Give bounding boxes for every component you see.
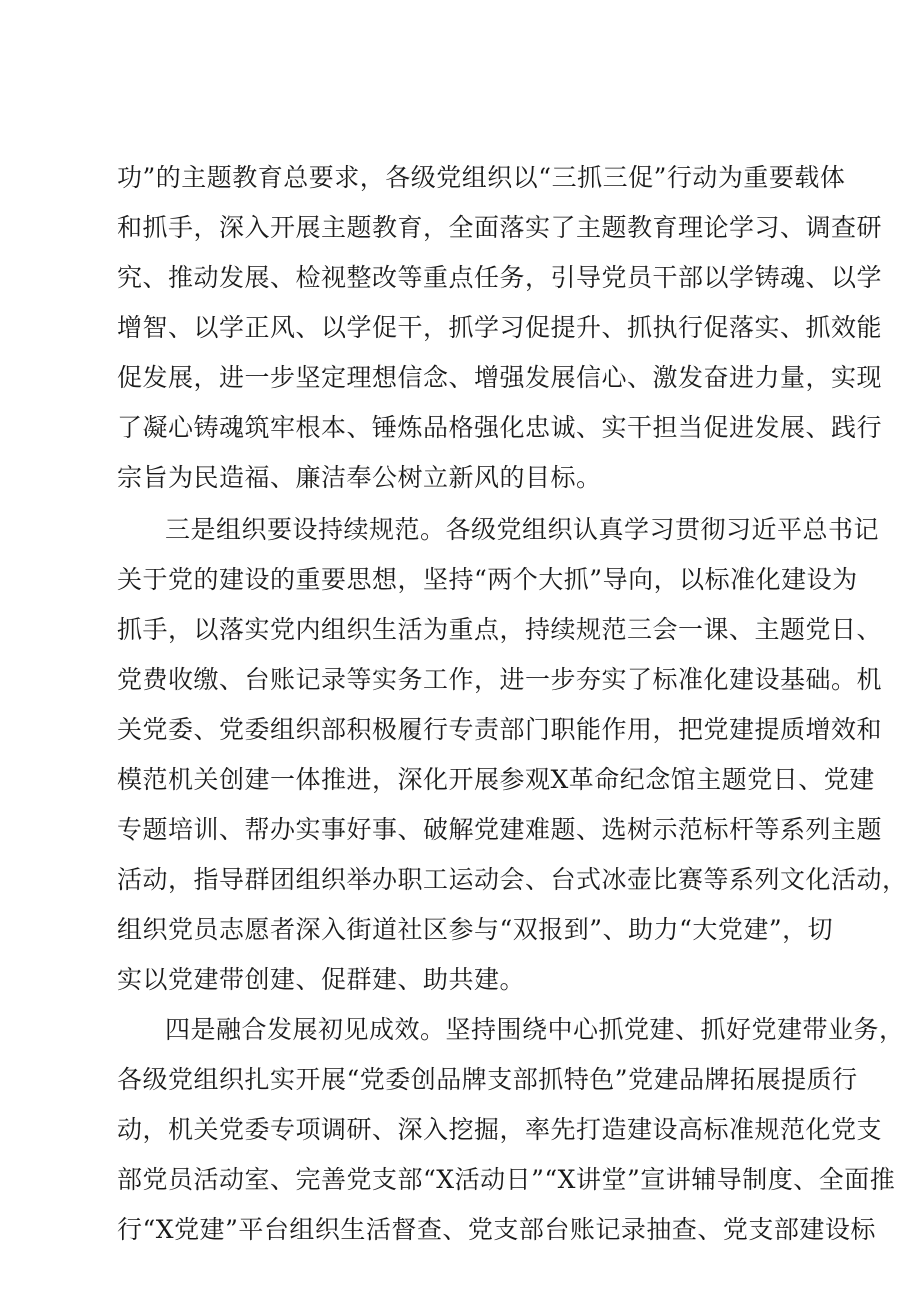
text-line: 关于党的建设的重要思想，坚持“两个大抓”导向，以标准化建设为 <box>117 565 858 594</box>
text-line: 促发展，进一步坚定理想信念、增强发展信心、激发奋进力量，实现 <box>117 363 883 392</box>
text-line: 活动，指导群团组织举办职工运动会、台式冰壶比赛等系列文化活动， <box>117 865 908 894</box>
text-line: 各级党组织扎实开展“党委创品牌支部抓特色”党建品牌拓展提质行 <box>117 1065 858 1094</box>
paragraph-start-line: 四是融合发展初见成效。坚持围绕中心抓党建、抓好党建带业务， <box>165 1015 905 1044</box>
text-line: 和抓手，深入开展主题教育，全面落实了主题教育理论学习、调查研 <box>117 213 883 242</box>
text-line: 关党委、党委组织部积极履行专责部门职能作用，把党建提质增效和 <box>117 715 883 744</box>
paragraph-start-line: 三是组织要设持续规范。各级党组织认真学习贯彻习近平总书记 <box>165 515 880 544</box>
text-line: 宗旨为民造福、廉洁奉公树立新风的目标。 <box>117 463 602 492</box>
text-line: 功”的主题教育总要求，各级党组织以“三抓三促”行动为重要载体 <box>117 163 846 192</box>
text-line: 实以党建带创建、促群建、助共建。 <box>117 965 526 994</box>
text-line: 行“X党建”平台组织生活督查、党支部台账记录抽查、党支部建设标 <box>117 1215 876 1244</box>
text-line: 部党员活动室、完善党支部“X活动日”“X讲堂”宣讲辅导制度、全面推 <box>117 1165 896 1194</box>
text-line: 究、推动发展、检视整改等重点任务，引导党员干部以学铸魂、以学 <box>117 263 883 292</box>
text-line: 组织党员志愿者深入街道社区参与“双报到”、助力“大党建”，切 <box>117 915 834 944</box>
text-line: 了凝心铸魂筑牢根本、锤炼品格强化忠诚、实干担当促进发展、践行 <box>117 413 883 442</box>
text-line: 专题培训、帮办实事好事、破解党建难题、选树示范标杆等系列主题 <box>117 815 883 844</box>
text-line: 党费收缴、台账记录等实务工作，进一步夯实了标准化建设基础。机 <box>117 665 883 694</box>
text-line: 模范机关创建一体推进，深化开展参观X革命纪念馆主题党日、党建 <box>117 765 875 794</box>
text-line: 抓手，以落实党内组织生活为重点，持续规范三会一课、主题党日、 <box>117 615 883 644</box>
text-line: 动，机关党委专项调研、深入挖掘，率先打造建设高标准规范化党支 <box>117 1115 883 1144</box>
text-line: 增智、以学正风、以学促干，抓学习促提升、抓执行促落实、抓效能 <box>117 313 883 342</box>
